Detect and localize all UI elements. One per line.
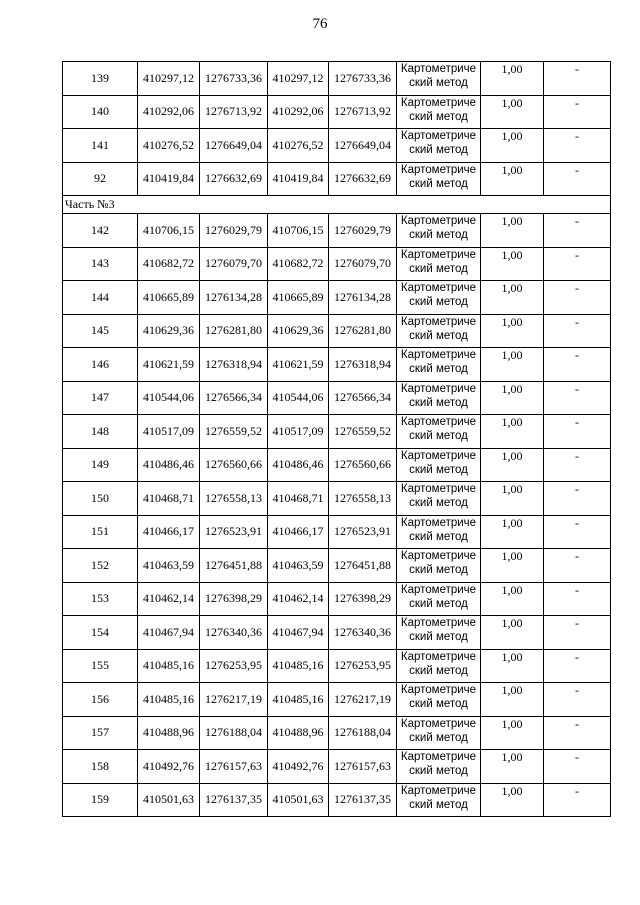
- point-number-cell: 139: [63, 62, 138, 96]
- point-number-cell: 141: [63, 129, 138, 163]
- point-number-cell: 149: [63, 448, 138, 482]
- method-line-2: ский метод: [409, 765, 468, 777]
- method-line-2: ский метод: [409, 597, 468, 610]
- y-new-cell: 1276157,63: [329, 750, 397, 784]
- description-cell: -: [544, 616, 611, 650]
- accuracy-cell: 1,00: [481, 783, 544, 817]
- coordinates-table: [62, 61, 611, 817]
- method-line-2: ский метод: [409, 631, 468, 643]
- x-existing-cell: 410486,46: [138, 448, 200, 482]
- description-cell: -: [544, 750, 611, 784]
- method-line-1: Картометриче: [400, 684, 477, 696]
- method-line-2: ский метод: [409, 798, 468, 811]
- y-new-cell: 1276318,94: [329, 348, 397, 382]
- x-existing-cell: 410468,71: [138, 482, 200, 516]
- table-row: [63, 314, 611, 348]
- x-existing-cell: 410501,63: [138, 783, 200, 817]
- x-existing-cell: 410419,84: [138, 162, 200, 196]
- x-existing-cell: 410682,72: [138, 247, 200, 281]
- description-cell: -: [544, 381, 611, 415]
- description-cell: -: [544, 129, 611, 163]
- accuracy-cell: 1,00: [481, 515, 544, 549]
- method-line-2: ский метод: [409, 698, 468, 710]
- table-row: [63, 582, 611, 616]
- description-cell: -: [544, 247, 611, 281]
- method-line-1: Картометриче: [400, 650, 477, 663]
- x-new-cell: 410463,59: [268, 549, 329, 583]
- x-new-cell: 410501,63: [268, 783, 329, 817]
- section-row: [63, 196, 611, 214]
- x-new-cell: 410665,89: [268, 281, 329, 315]
- method-cell: [397, 95, 481, 129]
- description-cell: -: [544, 348, 611, 382]
- x-new-cell: 410292,06: [268, 95, 329, 129]
- x-existing-cell: 410517,09: [138, 415, 200, 449]
- table-row: [63, 616, 611, 650]
- accuracy-cell: 1,00: [481, 649, 544, 683]
- point-number-cell: 148: [63, 415, 138, 449]
- y-new-cell: 1276079,70: [329, 247, 397, 281]
- x-existing-cell: 410629,36: [138, 314, 200, 348]
- y-new-cell: 1276733,36: [329, 62, 397, 96]
- method-line-1: Картометриче: [400, 248, 477, 261]
- y-new-cell: 1276188,04: [329, 716, 397, 750]
- y-existing-cell: 1276157,63: [200, 750, 268, 784]
- method-cell: [397, 247, 481, 281]
- description-cell: -: [544, 448, 611, 482]
- y-new-cell: 1276137,35: [329, 783, 397, 817]
- y-existing-cell: 1276134,28: [200, 281, 268, 315]
- table-row: [63, 95, 611, 129]
- point-number-cell: 150: [63, 482, 138, 516]
- y-existing-cell: 1276398,29: [200, 582, 268, 616]
- method-line-1: Картометриче: [400, 617, 477, 629]
- accuracy-cell: 1,00: [481, 281, 544, 315]
- y-existing-cell: 1276137,35: [200, 783, 268, 817]
- table-row: [63, 649, 611, 683]
- point-number-cell: 143: [63, 247, 138, 281]
- y-new-cell: 1276398,29: [329, 582, 397, 616]
- x-new-cell: 410706,15: [268, 214, 329, 248]
- table-row: [63, 281, 611, 315]
- accuracy-cell: 1,00: [481, 482, 544, 516]
- x-new-cell: 410485,16: [268, 683, 329, 717]
- method-line-1: Картометриче: [400, 163, 477, 176]
- description-cell: -: [544, 649, 611, 683]
- point-number-cell: 147: [63, 381, 138, 415]
- x-existing-cell: 410485,16: [138, 649, 200, 683]
- method-line-2: ский метод: [409, 77, 468, 89]
- method-cell: [397, 515, 481, 549]
- description-cell: -: [544, 415, 611, 449]
- x-new-cell: 410517,09: [268, 415, 329, 449]
- y-new-cell: 1276558,13: [329, 482, 397, 516]
- y-new-cell: 1276253,95: [329, 649, 397, 683]
- y-existing-cell: 1276523,91: [200, 515, 268, 549]
- point-number-cell: 140: [63, 95, 138, 129]
- accuracy-cell: 1,00: [481, 683, 544, 717]
- y-existing-cell: 1276713,92: [200, 95, 268, 129]
- method-line-1: Картометриче: [400, 583, 477, 596]
- x-existing-cell: 410462,14: [138, 582, 200, 616]
- y-existing-cell: 1276632,69: [200, 162, 268, 196]
- method-line-2: ский метод: [409, 396, 468, 409]
- y-existing-cell: 1276451,88: [200, 549, 268, 583]
- x-existing-cell: 410297,12: [138, 62, 200, 96]
- x-new-cell: 410486,46: [268, 448, 329, 482]
- point-number-cell: 144: [63, 281, 138, 315]
- y-existing-cell: 1276558,13: [200, 482, 268, 516]
- y-new-cell: 1276559,52: [329, 415, 397, 449]
- y-existing-cell: 1276560,66: [200, 448, 268, 482]
- table-row: [63, 214, 611, 248]
- method-cell: [397, 62, 481, 96]
- x-existing-cell: 410665,89: [138, 281, 200, 315]
- y-new-cell: 1276566,34: [329, 381, 397, 415]
- accuracy-cell: 1,00: [481, 381, 544, 415]
- description-cell: -: [544, 214, 611, 248]
- x-new-cell: 410297,12: [268, 62, 329, 96]
- y-new-cell: 1276451,88: [329, 549, 397, 583]
- table-body-after-section: [63, 214, 611, 817]
- method-cell: [397, 482, 481, 516]
- method-line-2: ский метод: [409, 177, 468, 190]
- accuracy-cell: 1,00: [481, 214, 544, 248]
- accuracy-cell: 1,00: [481, 247, 544, 281]
- x-new-cell: 410682,72: [268, 247, 329, 281]
- table-row: [63, 415, 611, 449]
- method-line-1: Картометриче: [400, 382, 477, 395]
- method-line-2: ский метод: [409, 731, 468, 744]
- point-number-cell: 158: [63, 750, 138, 784]
- method-cell: [397, 129, 481, 163]
- accuracy-cell: 1,00: [481, 162, 544, 196]
- description-cell: -: [544, 62, 611, 96]
- description-cell: -: [544, 582, 611, 616]
- accuracy-cell: 1,00: [481, 95, 544, 129]
- accuracy-cell: 1,00: [481, 448, 544, 482]
- method-line-1: Картометриче: [400, 550, 477, 562]
- description-cell: -: [544, 515, 611, 549]
- table-row: [63, 348, 611, 382]
- method-cell: [397, 616, 481, 650]
- method-line-1: Картометриче: [400, 282, 477, 294]
- method-line-2: ский метод: [409, 530, 468, 543]
- y-new-cell: 1276649,04: [329, 129, 397, 163]
- method-cell: [397, 162, 481, 196]
- method-cell: [397, 314, 481, 348]
- method-cell: [397, 549, 481, 583]
- y-existing-cell: 1276649,04: [200, 129, 268, 163]
- method-line-1: Картометриче: [400, 130, 477, 142]
- method-cell: [397, 683, 481, 717]
- method-line-1: Картометриче: [400, 483, 477, 495]
- table-row: [63, 247, 611, 281]
- x-existing-cell: 410276,52: [138, 129, 200, 163]
- y-new-cell: 1276523,91: [329, 515, 397, 549]
- y-new-cell: 1276281,80: [329, 314, 397, 348]
- y-new-cell: 1276134,28: [329, 281, 397, 315]
- method-cell: [397, 716, 481, 750]
- description-cell: -: [544, 783, 611, 817]
- x-new-cell: 410468,71: [268, 482, 329, 516]
- y-new-cell: 1276713,92: [329, 95, 397, 129]
- method-line-2: ский метод: [409, 110, 468, 123]
- accuracy-cell: 1,00: [481, 415, 544, 449]
- y-existing-cell: 1276029,79: [200, 214, 268, 248]
- point-number-cell: 142: [63, 214, 138, 248]
- table-row: [63, 381, 611, 415]
- x-existing-cell: 410467,94: [138, 616, 200, 650]
- method-cell: [397, 381, 481, 415]
- y-new-cell: 1276340,36: [329, 616, 397, 650]
- y-existing-cell: 1276281,80: [200, 314, 268, 348]
- method-line-1: Картометриче: [400, 416, 477, 428]
- accuracy-cell: 1,00: [481, 549, 544, 583]
- point-number-cell: 92: [63, 162, 138, 196]
- accuracy-cell: 1,00: [481, 582, 544, 616]
- y-new-cell: 1276217,19: [329, 683, 397, 717]
- method-line-2: ский метод: [409, 329, 468, 342]
- description-cell: -: [544, 716, 611, 750]
- x-new-cell: 410629,36: [268, 314, 329, 348]
- section-label: Часть №3: [63, 196, 611, 214]
- x-new-cell: 410276,52: [268, 129, 329, 163]
- table-row: [63, 716, 611, 750]
- point-number-cell: 157: [63, 716, 138, 750]
- method-cell: [397, 750, 481, 784]
- table-row: [63, 448, 611, 482]
- method-line-2: ский метод: [409, 363, 468, 375]
- accuracy-cell: 1,00: [481, 616, 544, 650]
- method-cell: [397, 448, 481, 482]
- accuracy-cell: 1,00: [481, 750, 544, 784]
- method-line-2: ский метод: [409, 497, 468, 509]
- y-existing-cell: 1276188,04: [200, 716, 268, 750]
- description-cell: -: [544, 162, 611, 196]
- method-line-2: ский метод: [409, 296, 468, 308]
- x-existing-cell: 410463,59: [138, 549, 200, 583]
- point-number-cell: 153: [63, 582, 138, 616]
- method-line-2: ский метод: [409, 564, 468, 576]
- x-existing-cell: 410466,17: [138, 515, 200, 549]
- method-line-2: ский метод: [409, 430, 468, 442]
- table-row: [63, 515, 611, 549]
- method-line-2: ский метод: [409, 463, 468, 476]
- method-cell: [397, 281, 481, 315]
- x-existing-cell: 410706,15: [138, 214, 200, 248]
- method-cell: [397, 214, 481, 248]
- x-existing-cell: 410544,06: [138, 381, 200, 415]
- table-row: [63, 162, 611, 196]
- description-cell: -: [544, 482, 611, 516]
- point-number-cell: 152: [63, 549, 138, 583]
- table-body-before-section: [63, 62, 611, 196]
- y-existing-cell: 1276559,52: [200, 415, 268, 449]
- accuracy-cell: 1,00: [481, 62, 544, 96]
- method-line-1: Картометриче: [400, 751, 477, 763]
- x-existing-cell: 410488,96: [138, 716, 200, 750]
- method-line-1: Картометриче: [400, 63, 477, 75]
- x-new-cell: 410544,06: [268, 381, 329, 415]
- table-row: [63, 549, 611, 583]
- table-row: [63, 129, 611, 163]
- y-existing-cell: 1276733,36: [200, 62, 268, 96]
- y-existing-cell: 1276318,94: [200, 348, 268, 382]
- page-number: 76: [312, 16, 328, 32]
- table-section: [63, 196, 611, 214]
- method-line-1: Картометриче: [400, 717, 477, 730]
- x-new-cell: 410621,59: [268, 348, 329, 382]
- method-cell: [397, 783, 481, 817]
- method-line-1: Картометриче: [400, 315, 477, 328]
- y-new-cell: 1276560,66: [329, 448, 397, 482]
- method-cell: [397, 348, 481, 382]
- point-number-cell: 154: [63, 616, 138, 650]
- method-line-1: Картометриче: [400, 215, 477, 227]
- table-row: [63, 62, 611, 96]
- table-row: [63, 482, 611, 516]
- description-cell: -: [544, 281, 611, 315]
- method-cell: [397, 582, 481, 616]
- x-new-cell: 410485,16: [268, 649, 329, 683]
- method-line-2: ский метод: [409, 229, 468, 241]
- point-number-cell: 159: [63, 783, 138, 817]
- method-line-2: ский метод: [409, 262, 468, 275]
- table-row: [63, 783, 611, 817]
- x-existing-cell: 410492,76: [138, 750, 200, 784]
- x-new-cell: 410488,96: [268, 716, 329, 750]
- x-new-cell: 410466,17: [268, 515, 329, 549]
- method-line-1: Картометриче: [400, 784, 477, 797]
- accuracy-cell: 1,00: [481, 314, 544, 348]
- x-existing-cell: 410292,06: [138, 95, 200, 129]
- method-cell: [397, 649, 481, 683]
- x-new-cell: 410467,94: [268, 616, 329, 650]
- description-cell: -: [544, 549, 611, 583]
- point-number-cell: 151: [63, 515, 138, 549]
- point-number-cell: 145: [63, 314, 138, 348]
- point-number-cell: 156: [63, 683, 138, 717]
- x-existing-cell: 410621,59: [138, 348, 200, 382]
- x-new-cell: 410462,14: [268, 582, 329, 616]
- accuracy-cell: 1,00: [481, 716, 544, 750]
- point-number-cell: 155: [63, 649, 138, 683]
- table-row: [63, 683, 611, 717]
- method-cell: [397, 415, 481, 449]
- table-row: [63, 750, 611, 784]
- y-existing-cell: 1276253,95: [200, 649, 268, 683]
- method-line-1: Картометриче: [400, 349, 477, 361]
- description-cell: -: [544, 314, 611, 348]
- method-line-2: ский метод: [409, 664, 468, 677]
- description-cell: -: [544, 683, 611, 717]
- x-new-cell: 410419,84: [268, 162, 329, 196]
- y-existing-cell: 1276340,36: [200, 616, 268, 650]
- method-line-1: Картометриче: [400, 449, 477, 462]
- point-number-cell: 146: [63, 348, 138, 382]
- method-line-2: ский метод: [409, 144, 468, 156]
- accuracy-cell: 1,00: [481, 348, 544, 382]
- x-new-cell: 410492,76: [268, 750, 329, 784]
- y-existing-cell: 1276566,34: [200, 381, 268, 415]
- y-new-cell: 1276029,79: [329, 214, 397, 248]
- y-new-cell: 1276632,69: [329, 162, 397, 196]
- y-existing-cell: 1276217,19: [200, 683, 268, 717]
- y-existing-cell: 1276079,70: [200, 247, 268, 281]
- description-cell: -: [544, 95, 611, 129]
- x-existing-cell: 410485,16: [138, 683, 200, 717]
- method-line-1: Картометриче: [400, 516, 477, 529]
- method-line-1: Картометриче: [400, 96, 477, 109]
- accuracy-cell: 1,00: [481, 129, 544, 163]
